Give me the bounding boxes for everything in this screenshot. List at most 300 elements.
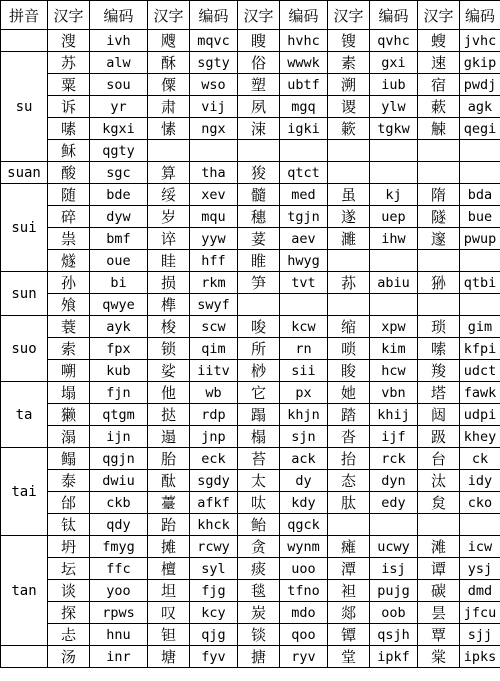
hanzi-cell: 镡: [328, 624, 370, 646]
code-cell: wynm: [280, 536, 328, 558]
code-cell: [460, 162, 500, 184]
hanzi-cell: 睢: [238, 250, 280, 272]
table-row: [1, 162, 500, 184]
code-cell: kcw: [280, 316, 328, 338]
hanzi-cell: [418, 514, 460, 536]
code-cell: ck: [460, 448, 500, 470]
code-cell: mgq: [280, 96, 328, 118]
hanzi-cell: 榻: [238, 426, 280, 448]
code-cell: [370, 250, 418, 272]
code-cell: oob: [370, 602, 418, 624]
pinyin-cell: suan: [1, 162, 48, 184]
code-cell: agk: [460, 96, 500, 118]
code-cell: sgdy: [190, 470, 238, 492]
code-cell: kj: [370, 184, 418, 206]
code-cell: ayk: [90, 316, 148, 338]
hanzi-cell: 瞍: [238, 30, 280, 52]
code-cell: mqu: [190, 206, 238, 228]
column-header: 拼音: [1, 1, 48, 30]
column-header: 汉字: [238, 1, 280, 30]
code-cell: khck: [190, 514, 238, 536]
hanzi-cell: 邰: [48, 492, 90, 514]
code-cell: dmd: [460, 580, 500, 602]
code-cell: swyf: [190, 294, 238, 316]
code-cell: aev: [280, 228, 328, 250]
hanzi-cell: 沓: [328, 426, 370, 448]
hanzi-cell: 嗍: [48, 360, 90, 382]
hanzi-cell: 孙: [48, 272, 90, 294]
code-cell: rcwy: [190, 536, 238, 558]
hanzi-cell: 塔: [418, 382, 460, 404]
hanzi-cell: 遂: [328, 206, 370, 228]
code-cell: ngx: [190, 118, 238, 140]
hanzi-cell: 锬: [238, 624, 280, 646]
code-cell: cko: [460, 492, 500, 514]
hanzi-cell: 荽: [238, 228, 280, 250]
code-cell: [460, 514, 500, 536]
hanzi-cell: 肽: [328, 492, 370, 514]
code-cell: oue: [90, 250, 148, 272]
hanzi-cell: 溲: [48, 30, 90, 52]
hanzi-cell: 太: [238, 470, 280, 492]
code-cell: iub: [370, 74, 418, 96]
code-cell: rck: [370, 448, 418, 470]
code-cell: bda: [460, 184, 500, 206]
code-cell: [460, 250, 500, 272]
hanzi-cell: [328, 162, 370, 184]
code-cell: idy: [460, 470, 500, 492]
code-cell: ijf: [370, 426, 418, 448]
hanzi-cell: 算: [148, 162, 190, 184]
code-cell: khjn: [280, 404, 328, 426]
table-row: [1, 448, 500, 470]
hanzi-cell: 螋: [418, 30, 460, 52]
hanzi-cell: 抬: [328, 448, 370, 470]
code-cell: sgc: [90, 162, 148, 184]
code-cell: icw: [460, 536, 500, 558]
code-cell: ckb: [90, 492, 148, 514]
hanzi-cell: 锁: [148, 338, 190, 360]
code-cell: abiu: [370, 272, 418, 294]
pinyin-cell: tai: [1, 448, 48, 536]
code-cell: pwup: [460, 228, 500, 250]
code-cell: yr: [90, 96, 148, 118]
hanzi-cell: 肃: [148, 96, 190, 118]
table-row: [1, 514, 500, 536]
hanzi-cell: 堂: [328, 646, 370, 668]
column-header: 汉字: [148, 1, 190, 30]
code-cell: ffc: [90, 558, 148, 580]
code-cell: ryv: [280, 646, 328, 668]
hanzi-cell: 鲐: [238, 514, 280, 536]
hanzi-cell: 僳: [148, 74, 190, 96]
code-cell: tha: [190, 162, 238, 184]
pinyin-cell: sun: [1, 272, 48, 316]
hanzi-cell: 速: [418, 52, 460, 74]
hanzi-cell: 笋: [238, 272, 280, 294]
table-row: [1, 646, 500, 668]
column-header: 汉字: [328, 1, 370, 30]
hanzi-cell: 榫: [148, 294, 190, 316]
hanzi-cell: [418, 140, 460, 162]
hanzi-cell: 獭: [48, 404, 90, 426]
code-cell: gxi: [370, 52, 418, 74]
code-cell: kdy: [280, 492, 328, 514]
code-cell: tgkw: [370, 118, 418, 140]
code-cell: pwdj: [460, 74, 500, 96]
code-cell: rn: [280, 338, 328, 360]
code-cell: ivh: [90, 30, 148, 52]
header-row: [1, 1, 500, 30]
hanzi-cell: 嗉: [48, 118, 90, 140]
hanzi-cell: 溯: [328, 74, 370, 96]
hanzi-cell: 诉: [48, 96, 90, 118]
code-cell: med: [280, 184, 328, 206]
code-cell: scw: [190, 316, 238, 338]
code-cell: fjg: [190, 580, 238, 602]
table-row: [1, 118, 500, 140]
code-cell: jnp: [190, 426, 238, 448]
hanzi-cell: 薹: [148, 492, 190, 514]
hanzi-cell: 簌: [328, 118, 370, 140]
code-cell: hvhc: [280, 30, 328, 52]
code-cell: jfcu: [460, 602, 500, 624]
hanzi-cell: 鳎: [48, 448, 90, 470]
hanzi-cell: 濉: [328, 228, 370, 250]
code-cell: igki: [280, 118, 328, 140]
table-row: [1, 404, 500, 426]
code-cell: dy: [280, 470, 328, 492]
table-row: [1, 426, 500, 448]
code-cell: vij: [190, 96, 238, 118]
hanzi-cell: 素: [328, 52, 370, 74]
hanzi-cell: 昙: [418, 602, 460, 624]
hanzi-cell: 绥: [148, 184, 190, 206]
hanzi-cell: 趿: [418, 426, 460, 448]
hanzi-cell: 瘫: [328, 536, 370, 558]
hanzi-cell: 夙: [238, 96, 280, 118]
hanzi-cell: 荪: [328, 272, 370, 294]
code-cell: hwyg: [280, 250, 328, 272]
code-cell: qsjh: [370, 624, 418, 646]
hanzi-cell: 髓: [238, 184, 280, 206]
hanzi-cell: 睃: [328, 360, 370, 382]
hanzi-cell: 叹: [148, 602, 190, 624]
code-cell: fmyg: [90, 536, 148, 558]
hanzi-cell: 燧: [48, 250, 90, 272]
code-cell: eck: [190, 448, 238, 470]
table-row: [1, 52, 500, 74]
column-header: 编码: [460, 1, 500, 30]
hanzi-cell: 碳: [418, 580, 460, 602]
table-row: [1, 250, 500, 272]
code-cell: fpx: [90, 338, 148, 360]
table-row: [1, 184, 500, 206]
code-cell: ubtf: [280, 74, 328, 96]
column-header: 编码: [90, 1, 148, 30]
hanzi-cell: 狲: [418, 272, 460, 294]
code-cell: kcy: [190, 602, 238, 624]
hanzi-cell: 虽: [328, 184, 370, 206]
hanzi-cell: 踏: [328, 404, 370, 426]
pinyin-cell: ta: [1, 382, 48, 448]
hanzi-cell: 穗: [238, 206, 280, 228]
code-cell: qoo: [280, 624, 328, 646]
hanzi-cell: 遢: [148, 426, 190, 448]
code-cell: iitv: [190, 360, 238, 382]
hanzi-cell: 台: [418, 448, 460, 470]
code-cell: qegi: [460, 118, 500, 140]
code-cell: bde: [90, 184, 148, 206]
hanzi-cell: 桫: [238, 360, 280, 382]
code-cell: tgjn: [280, 206, 328, 228]
code-cell: ylw: [370, 96, 418, 118]
hanzi-cell: 羧: [418, 360, 460, 382]
code-cell: yoo: [90, 580, 148, 602]
code-cell: qim: [190, 338, 238, 360]
code-cell: gim: [460, 316, 500, 338]
code-cell: afkf: [190, 492, 238, 514]
hanzi-cell: 它: [238, 382, 280, 404]
code-cell: wso: [190, 74, 238, 96]
hanzi-cell: 塑: [238, 74, 280, 96]
hanzi-cell: 酸: [48, 162, 90, 184]
code-cell: vbn: [370, 382, 418, 404]
hanzi-cell: 酥: [148, 52, 190, 74]
code-cell: [190, 140, 238, 162]
column-header: 汉字: [418, 1, 460, 30]
pinyin-cell: sui: [1, 184, 48, 272]
code-cell: [370, 294, 418, 316]
code-cell: rkm: [190, 272, 238, 294]
column-header: 汉字: [48, 1, 90, 30]
code-cell: dyn: [370, 470, 418, 492]
hanzi-cell: 郯: [328, 602, 370, 624]
code-cell: dwiu: [90, 470, 148, 492]
code-cell: kim: [370, 338, 418, 360]
code-cell: qtct: [280, 162, 328, 184]
table-row: [1, 624, 500, 646]
hanzi-cell: 狻: [238, 162, 280, 184]
hanzi-cell: 缩: [328, 316, 370, 338]
code-cell: kub: [90, 360, 148, 382]
hanzi-cell: 炭: [238, 602, 280, 624]
code-cell: qtgm: [90, 404, 148, 426]
hanzi-cell: 眭: [148, 250, 190, 272]
hanzi-cell: 谡: [328, 96, 370, 118]
column-header: 编码: [280, 1, 328, 30]
pinyin-cell: [1, 30, 48, 52]
code-cell: dyw: [90, 206, 148, 228]
hanzi-cell: 摊: [148, 536, 190, 558]
code-cell: sou: [90, 74, 148, 96]
table-row: [1, 316, 500, 338]
pinyin-cell: [1, 646, 48, 668]
table-row: [1, 30, 500, 52]
code-cell: tfno: [280, 580, 328, 602]
code-cell: sii: [280, 360, 328, 382]
code-cell: isj: [370, 558, 418, 580]
table-row: [1, 580, 500, 602]
code-cell: [460, 140, 500, 162]
hanzi-cell: 搪: [238, 646, 280, 668]
code-cell: ihw: [370, 228, 418, 250]
hanzi-cell: 坛: [48, 558, 90, 580]
hanzi-cell: 愫: [148, 118, 190, 140]
hanzi-cell: 覃: [418, 624, 460, 646]
hanzi-cell: 泰: [48, 470, 90, 492]
code-cell: sgty: [190, 52, 238, 74]
hanzi-cell: 飧: [48, 294, 90, 316]
hanzi-cell: 贪: [238, 536, 280, 558]
hanzi-cell: 梭: [148, 316, 190, 338]
hanzi-cell: 邃: [418, 228, 460, 250]
hanzi-cell: 忐: [48, 624, 90, 646]
hanzi-cell: 觫: [418, 118, 460, 140]
hanzi-cell: 祟: [48, 228, 90, 250]
hanzi-cell: 挞: [148, 404, 190, 426]
hanzi-cell: 痰: [238, 558, 280, 580]
code-cell: rdp: [190, 404, 238, 426]
hanzi-cell: 汰: [418, 470, 460, 492]
code-cell: uoo: [280, 558, 328, 580]
hanzi-cell: 谇: [148, 228, 190, 250]
code-cell: ack: [280, 448, 328, 470]
hanzi-cell: 胎: [148, 448, 190, 470]
hanzi-cell: 蓑: [48, 316, 90, 338]
table-row: [1, 536, 500, 558]
code-cell: jvhc: [460, 30, 500, 52]
hanzi-cell: [418, 294, 460, 316]
hanzi-cell: [238, 140, 280, 162]
code-cell: wb: [190, 382, 238, 404]
hanzi-cell: 闼: [418, 404, 460, 426]
code-cell: pujg: [370, 580, 418, 602]
code-cell: hnu: [90, 624, 148, 646]
code-cell: yyw: [190, 228, 238, 250]
code-cell: khey: [460, 426, 500, 448]
code-cell: ipks: [460, 646, 500, 668]
hanzi-cell: 塌: [48, 382, 90, 404]
hanzi-cell: 呔: [238, 492, 280, 514]
hanzi-cell: 碎: [48, 206, 90, 228]
code-cell: xev: [190, 184, 238, 206]
code-cell: inr: [90, 646, 148, 668]
hanzi-cell: 损: [148, 272, 190, 294]
hanzi-cell: 飕: [148, 30, 190, 52]
code-cell: ysj: [460, 558, 500, 580]
code-cell: sjj: [460, 624, 500, 646]
hanzi-cell: 唢: [328, 338, 370, 360]
hanzi-cell: 涑: [238, 118, 280, 140]
hanzi-cell: [148, 140, 190, 162]
table-row: [1, 74, 500, 96]
code-cell: qtbi: [460, 272, 500, 294]
hanzi-cell: 棠: [418, 646, 460, 668]
code-cell: rpws: [90, 602, 148, 624]
hanzi-cell: 跆: [148, 514, 190, 536]
code-cell: wwwk: [280, 52, 328, 74]
column-header: 编码: [190, 1, 238, 30]
hanzi-cell: 钛: [48, 514, 90, 536]
code-cell: fyv: [190, 646, 238, 668]
code-cell: khij: [370, 404, 418, 426]
code-cell: qgck: [280, 514, 328, 536]
table-row: [1, 294, 500, 316]
hanzi-cell: 态: [328, 470, 370, 492]
hanzi-cell: 他: [148, 382, 190, 404]
hanzi-cell: 谈: [48, 580, 90, 602]
hanzi-cell: 她: [328, 382, 370, 404]
hanzi-cell: 探: [48, 602, 90, 624]
code-cell: udct: [460, 360, 500, 382]
code-cell: qjg: [190, 624, 238, 646]
table-row: [1, 602, 500, 624]
hanzi-cell: 坍: [48, 536, 90, 558]
hanzi-cell: 隋: [418, 184, 460, 206]
code-cell: ijn: [90, 426, 148, 448]
code-cell: qvhc: [370, 30, 418, 52]
hanzi-cell: 坦: [148, 580, 190, 602]
column-header: 编码: [370, 1, 418, 30]
hanzi-cell: 锼: [328, 30, 370, 52]
code-cell: [370, 140, 418, 162]
code-cell: qdy: [90, 514, 148, 536]
hanzi-cell: 炱: [418, 492, 460, 514]
hanzi-cell: 蔌: [418, 96, 460, 118]
hanzi-cell: 溻: [48, 426, 90, 448]
code-cell: gkip: [460, 52, 500, 74]
code-cell: syl: [190, 558, 238, 580]
hanzi-cell: 稣: [48, 140, 90, 162]
hanzi-cell: 汤: [48, 646, 90, 668]
hanzi-cell: 塘: [148, 646, 190, 668]
hanzi-cell: 唆: [238, 316, 280, 338]
code-cell: qgty: [90, 140, 148, 162]
hanzi-cell: [238, 294, 280, 316]
hanzi-cell: [328, 250, 370, 272]
pinyin-cell: su: [1, 52, 48, 162]
code-cell: alw: [90, 52, 148, 74]
hanzi-cell: 嗦: [418, 338, 460, 360]
code-cell: tvt: [280, 272, 328, 294]
code-cell: edy: [370, 492, 418, 514]
hanzi-cell: 苏: [48, 52, 90, 74]
hanzi-cell: 索: [48, 338, 90, 360]
table-row: [1, 228, 500, 250]
table-row: [1, 382, 500, 404]
hanzi-cell: 蹋: [238, 404, 280, 426]
code-cell: fawk: [460, 382, 500, 404]
pinyin-cell: tan: [1, 536, 48, 646]
code-cell: sjn: [280, 426, 328, 448]
code-cell: hcw: [370, 360, 418, 382]
table-row: [1, 206, 500, 228]
hanzi-cell: 滩: [418, 536, 460, 558]
code-cell: mdo: [280, 602, 328, 624]
code-cell: [280, 294, 328, 316]
code-cell: [280, 140, 328, 162]
code-cell: xpw: [370, 316, 418, 338]
hanzi-cell: [328, 294, 370, 316]
code-cell: mqvc: [190, 30, 238, 52]
hanzi-cell: 酞: [148, 470, 190, 492]
table-row: [1, 470, 500, 492]
table-row: [1, 338, 500, 360]
hanzi-cell: 娑: [148, 360, 190, 382]
hanzi-cell: 苔: [238, 448, 280, 470]
code-cell: px: [280, 382, 328, 404]
